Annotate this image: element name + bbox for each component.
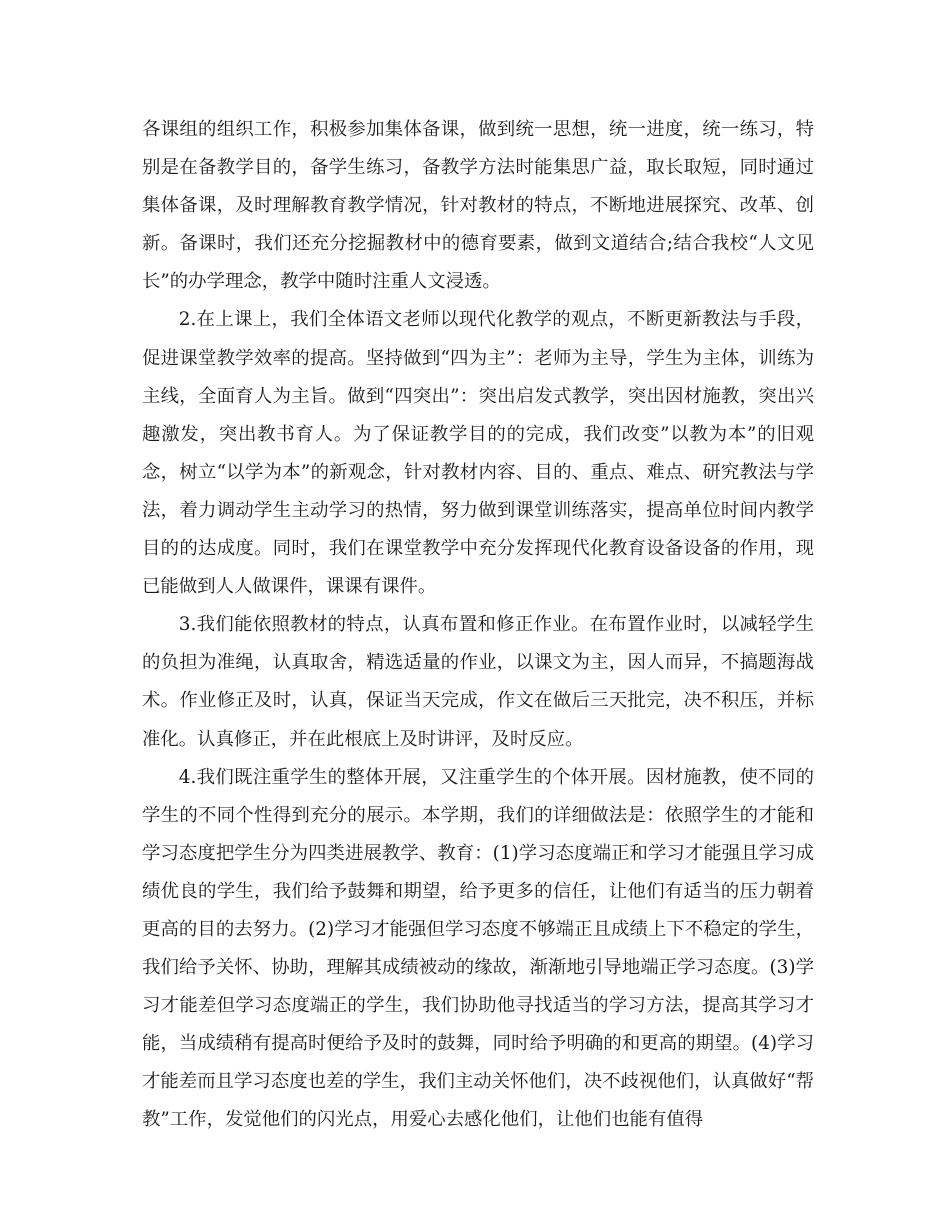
paragraph-3: 3.我们能依照教材的特点，认真布置和修正作业。在布置作业时，以减轻学生的负担为准绳，认真取舍，精选适量的作业，以课文为主，因人而异，不搞题海战术。作业修正及时，认真，保证当天完成，作文在做后三天批完，决不积压，并标准化。认真修正，并在此根底上及时讲评，及时反应。 bbox=[142, 614, 814, 750]
paragraph-4: 4.我们既注重学生的整体开展，又注重学生的个体开展。因材施教，使不同的学生的不同个性得到充分的展示。本学期，我们的详细做法是：依照学生的才能和学习态度把学生分为四类进展教学、教育：(1)学习态度端正和学习才能强且学习成绩优良的学生，我们给予鼓舞和期望，给予更多的信任，让他们有适当的压力朝着更高的目的去努力。(2)学习才能强但学习态度不够端正且成绩上下不稳定的学生，我们给予关怀、协助，理解其成绩被动的缘故，渐渐地引导地端正学习态度。(3)学习才能差但学习态度端正的学生，我们协助他寻找适当的学习方法，提高其学习才能，当成绩稍有提高时便给予及时的鼓舞，同时给予明确的和更高的期望。(4)学习才能差而且学习态度也差的学生，我们主动关怀他们，决不歧视他们，认真做好“帮教”工作，发觉他们的闪光点，用爱心去感化他们，让他们也能有值得 bbox=[142, 766, 814, 1131]
document-body bbox=[142, 111, 814, 1140]
paragraph-2: 2.在上课上，我们全体语文老师以现代化教学的观点，不断更新教法与手段，促进课堂教学效率的提高。坚持做到“四为主”：老师为主导，学生为主体，训练为主线，全面育人为主旨。做到“四突出”：突出启发式教学，突出因材施教，突出兴趣激发，突出教书育人。为了保证教学目的的完成，我们改变”以教为本”的旧观念，树立“以学为本”的新观念，针对教材内容、目的、重点、难点、研究教法与学法，着力调动学生主动学习的热情，努力做到课堂训练落实，提高单位时间内教学目的的达成度。同时，我们在课堂教学中充分发挥现代化教育设备设备的作用，现已能做到人人做课件，课课有课件。 bbox=[142, 309, 814, 598]
paragraph-1: 各课组的组织工作，积极参加集体备课，做到统一思想，统一进度，统一练习，特别是在备教学目的，备学生练习，备教学方法时能集思广益，取长取短，同时通过集体备课，及时理解教育教学情况，针对教材的特点，不断地进展探究、改革、创新。备课时，我们还充分挖掘教材中的德育要素，做到文道结合;结合我校“人文见长”的办学理念，教学中随时注重人文浸透。 bbox=[142, 119, 814, 293]
